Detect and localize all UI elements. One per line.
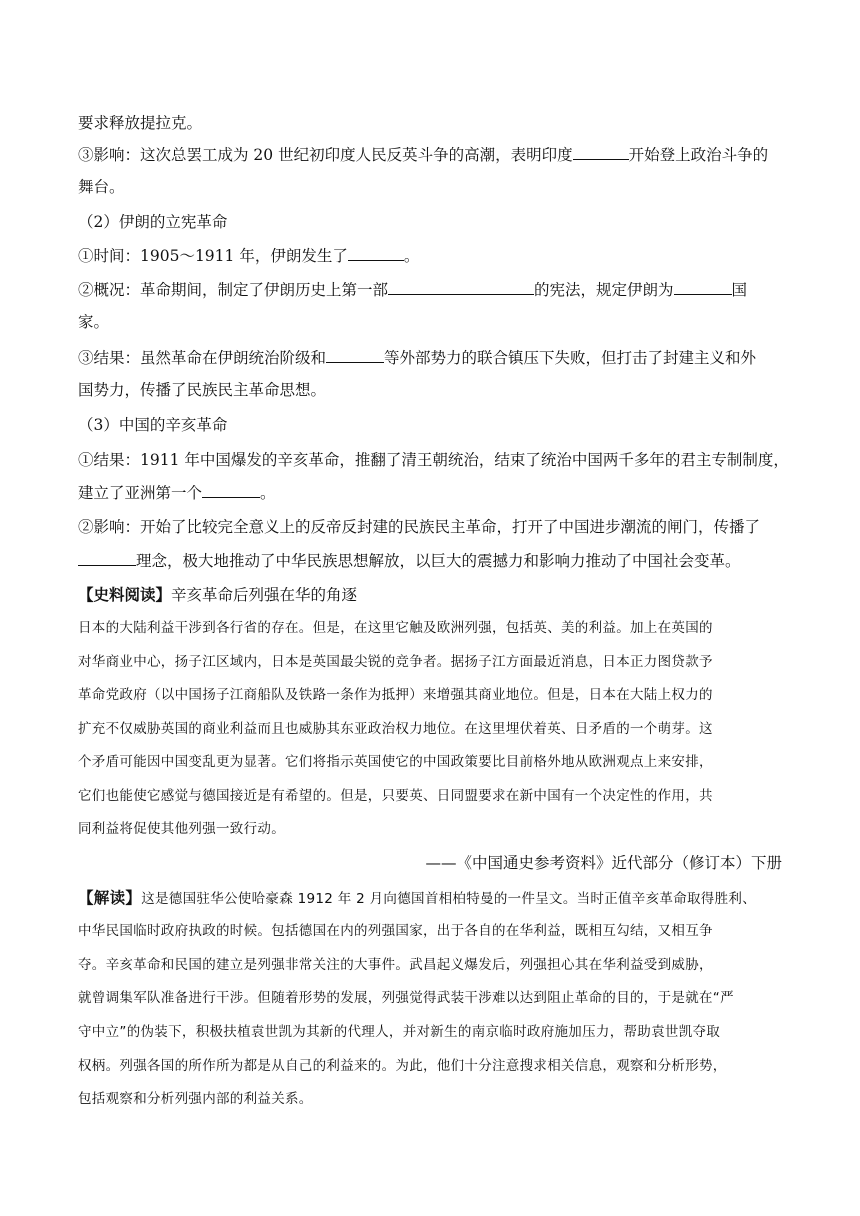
text-line	[78, 379, 782, 401]
fill-blank[interactable]	[78, 550, 136, 566]
text-span: ③影响：这次总罢工成为 20 世纪初印度人民反英斗争的高潮，表明印度	[78, 146, 573, 164]
interpretation-line	[78, 987, 782, 1009]
reading-heading	[78, 584, 782, 606]
reading-line	[78, 651, 782, 673]
text-span: 夺。辛亥革命和民国的建立是列强非常关注的大事件。武昌起义爆发后，列强担心其在华利益受到威胁，	[78, 957, 713, 973]
text-span: 家。	[78, 313, 110, 331]
interpretation-line	[78, 920, 782, 942]
text-line	[78, 176, 782, 198]
text-span: 权柄。列强各国的所作所为都是从自己的利益来的。为此，他们十分注意搜求相关信息，观察和分析形势，	[78, 1058, 727, 1074]
interpretation-line	[78, 1088, 782, 1110]
fill-blank[interactable]	[202, 482, 260, 498]
interpretation-line	[78, 954, 782, 976]
reading-line	[78, 785, 782, 807]
influence-line	[78, 144, 782, 166]
text-span: 守中立”的伪装下，积极扶植袁世凯为其新的代理人，并对新生的南京临时政府施加压力，帮助袁世凯夺取	[78, 1024, 721, 1040]
fill-blank[interactable]	[388, 279, 534, 295]
heading-text: （2）伊朗的立宪革命	[78, 213, 228, 231]
text-line	[78, 550, 782, 572]
text-span: 这是德国驻华公使哈豪森 1912 年 2 月向德国首相柏特曼的一件呈文。当时正值辛亥革命取得胜利、	[141, 891, 757, 907]
text-span: ①时间：1905～1911 年，伊朗发生了	[78, 247, 348, 265]
text-line	[78, 516, 782, 538]
overview-line	[78, 279, 782, 301]
fill-blank[interactable]	[326, 347, 384, 363]
reading-label: 【史料阅读】	[78, 585, 172, 604]
text-span: 要求释放提拉克。	[78, 114, 203, 132]
text-span: 个矛盾可能因中国变乱更为显著。它们将指示英国使它的中国政策要比目前格外地从欧洲观点上来安排，	[78, 754, 713, 770]
text-span: ③结果：虽然革命在伊朗统治阶级和	[78, 349, 327, 367]
interpretation-line	[78, 1021, 782, 1043]
text-span: 建立了亚洲第一个	[78, 484, 203, 502]
fill-blank[interactable]	[348, 245, 404, 261]
fill-blank[interactable]	[573, 144, 629, 160]
text-line	[78, 311, 782, 333]
reading-source	[78, 852, 782, 874]
text-span: 开始登上政治斗争的	[628, 146, 769, 164]
result-line	[78, 347, 782, 369]
reading-line	[78, 718, 782, 740]
heading-text: （3）中国的辛亥革命	[78, 416, 228, 434]
text-span: 理念，极大地推动了中华民族思想解放，以巨大的震撼力和影响力推动了中国社会变革。	[136, 552, 741, 570]
reading-line	[78, 617, 782, 639]
text-span: 的宪法，规定伊朗为	[534, 281, 674, 299]
text-span: 同利益将促使其他列强一致行动。	[78, 821, 285, 837]
text-line	[78, 482, 782, 504]
text-span: 对华商业中心，扬子江区域内，日本是英国最尖锐的竞争者。据扬子江方面最近消息，日本正力图贷款予	[78, 654, 713, 670]
text-span: 革命党政府（以中国扬子江商船队及铁路一条作为抵押）来增强其商业地位。但是，日本在大陆上权力的	[78, 687, 713, 703]
text-span: ②影响：开始了比较完全意义上的反帝反封建的民族民主革命，打开了中国进步潮流的闸门，传播了	[78, 518, 761, 536]
text-span: 。	[260, 484, 276, 502]
text-span: 国	[731, 281, 748, 299]
text-span: 就曾调集军队准备进行干涉。但随着形势的发展，列强觉得武装干涉难以达到阻止革命的目的，于是就在“严	[78, 990, 734, 1006]
text-line	[78, 112, 782, 134]
text-span: ②概况：革命期间，制定了伊朗历史上第一部	[78, 281, 389, 299]
text-span: 包括观察和分析列强内部的利益关系。	[78, 1091, 313, 1107]
text-span: ①结果：1911 年中国爆发的辛亥革命，推翻了清王朝统治，结束了统治中国两千多年的君主专制制度，	[78, 451, 789, 469]
section-heading	[78, 211, 782, 233]
text-span: 。	[403, 247, 420, 265]
text-span: 扩充不仅威胁英国的商业利益而且也威胁其东亚政治权力地位。在这里埋伏着英、日矛盾的一个萌芽。这	[78, 721, 713, 737]
interpretation-line	[78, 887, 782, 910]
text-span: 国势力，传播了民族民主革命思想。	[78, 381, 327, 399]
text-span: 日本的大陆利益干涉到各行省的存在。但是，在这里它触及欧洲列强，包括英、美的利益。加上在英国的	[78, 620, 713, 636]
reading-title: 辛亥革命后列强在华的角逐	[171, 586, 358, 604]
time-line	[78, 245, 782, 267]
interpretation-line	[78, 1055, 782, 1077]
text-span: 等外部势力的联合镇压下失败，但打击了封建主义和外	[384, 349, 757, 367]
section-heading	[78, 414, 782, 436]
reading-line	[78, 818, 782, 840]
source-text: ——《中国通史参考资料》近代部分（修订本）下册	[425, 854, 782, 872]
text-line	[78, 449, 789, 471]
text-span: 中华民国临时政府执政的时候。包括德国在内的列强国家，出于各自的在华利益，既相互勾结，又相互争	[78, 923, 713, 939]
reading-line	[78, 684, 782, 706]
fill-blank[interactable]	[674, 279, 732, 295]
text-span: 它们也能使它感觉与德国接近是有希望的。但是，只要英、日同盟要求在新中国有一个决定性的作用，共	[78, 788, 713, 804]
interpretation-label: 【解读】	[78, 888, 142, 907]
text-span: 舞台。	[78, 178, 125, 196]
reading-line	[78, 751, 782, 773]
